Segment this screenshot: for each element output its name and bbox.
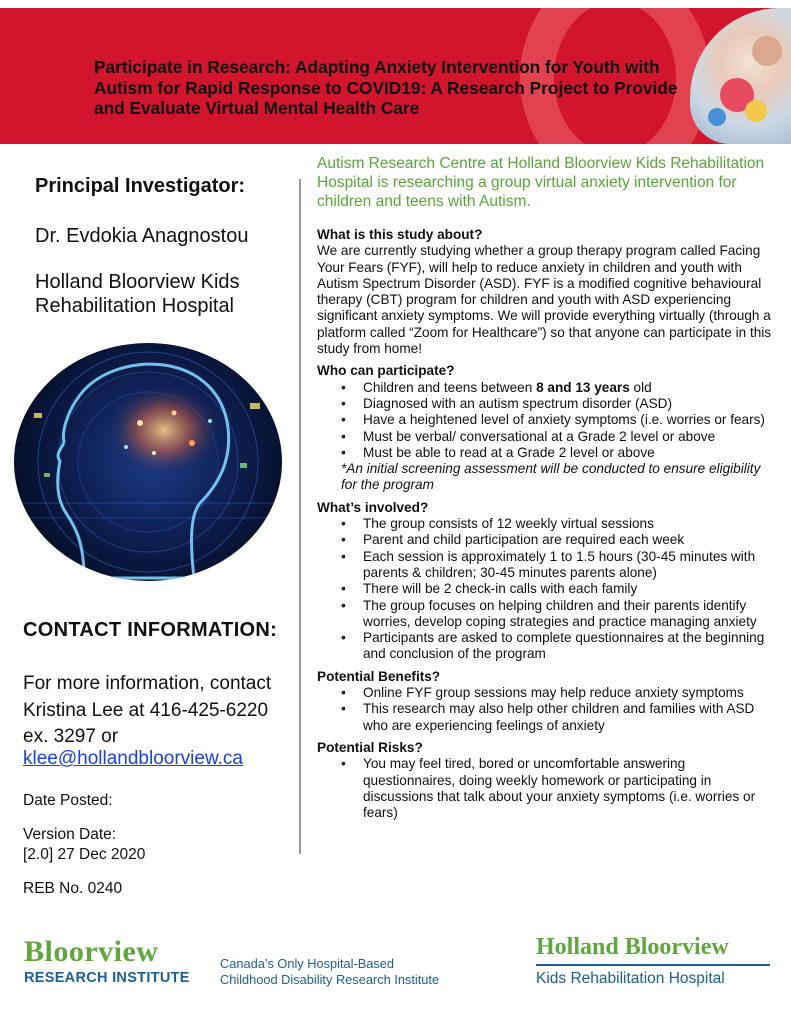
study-details [317,227,779,821]
risks-heading: Potential Risks? [317,739,423,755]
version-date-label: Version Date: [23,826,117,843]
header-child-photo [690,8,791,144]
contact-text: For more information, contact Kristina Lee at 416-425-6220 ex. 3297 or [23,673,272,747]
pi-institution: Holland Bloorview Kids Rehabilitation Hospital [35,271,240,317]
logo-rule [536,964,770,966]
bloorview-wordmark: Bloorview [24,935,159,968]
list-item: • Have a heightened level of anxiety symptoms (i.e. worries or fears) [341,412,779,428]
list-item: • Parent and child participation are required each week [341,532,779,548]
list-item: • Must be verbal/ conversational at a Grade 2 level or above [341,429,779,445]
benefits-heading: Potential Benefits? [317,668,441,684]
list-item: • You may feel tired, bored or uncomfortable answering questionnaires, doing weekly homework or participating in discussions that talk about your anxiety symptoms (i.e. worries or fears) [341,756,779,821]
date-posted: Date Posted: [23,792,113,809]
risks-list [341,756,779,821]
brain-illustration [14,343,282,581]
list-item: • This research may also help other children and families with ASD who are experiencing feelings of anxiety [341,701,779,734]
research-institute-label: RESEARCH INSTITUTE [24,970,190,986]
involved-heading: What’s involved? [317,499,429,515]
intro-text: Autism Research Centre at Holland Bloorview Kids Rehabilitation Hospital is researching a group virtual anxiety intervention for children and teens with Autism. [317,155,765,210]
list-item: • There will be 2 check-in calls with each family [341,581,779,597]
list-item: • Participants are asked to complete questionnaires at the beginning and conclusion of the program [341,630,779,663]
list-item: • Must be able to read at a Grade 2 level or above [341,445,779,461]
list-item: • The group consists of 12 weekly virtual sessions [341,516,779,532]
bloorview-research-institute-logo [24,936,190,986]
version-date-value: [2.0] 27 Dec 2020 [23,846,146,863]
list-item: • The group focuses on helping children and their parents identify worries, develop coping strategies and practice managing anxiety [341,598,779,631]
tagline: Canada’s Only Hospital-Based Childhood Disability Research Institute [220,956,440,987]
list-item: • Each session is approximately 1 to 1.5 hours (30-45 minutes with parents & children; 30-45 minutes parents alone) [341,549,779,582]
list-item: • Children and teens between 8 and 13 years old [341,380,779,396]
contact-heading: CONTACT INFORMATION: [23,619,278,641]
pi-label: Principal Investigator: [35,175,246,197]
study-body: We are currently studying whether a group therapy program called Facing Your Fears (FYF), will help to reduce anxiety in children and youth with Autism Spectrum Disorder (ASD). FYF is a modified cognitive behavioural therapy (CBT) program for children and youth with ASD experiencing significant anxiety symptoms. We will provide everything virtually (through a platform called “Zoom for Healthcare”) so that anyone can participate in this study from home! [317,243,772,357]
brain-head-svg [14,343,282,581]
holland-bloorview-wordmark: Holland Bloorview [536,934,729,960]
participate-heading: Who can participate? [317,363,455,379]
header-banner [0,8,791,144]
page-title: Participate in Research: Adapting Anxiety Intervention for Youth with Autism for Rapid Response to COVID19: A Research Project to Provide and Evaluate Virtual Mental Health Care [94,57,678,118]
list-item: • Online FYF group sessions may help reduce anxiety symptoms [341,685,779,701]
contact-email-link[interactable]: klee@hollandbloorview.ca [23,748,243,769]
holland-bloorview-logo [536,934,772,988]
reb-number: REB No. 0240 [23,880,123,897]
column-divider [299,179,301,854]
screening-note: *An initial screening assessment will be conducted to ensure eligibility for the program [341,461,761,493]
study-heading: What is this study about? [317,227,483,242]
kids-rehab-label: Kids Rehabilitation Hospital [536,970,725,987]
participate-list [341,380,779,461]
involved-list [341,516,779,663]
benefits-list [341,685,779,734]
pi-name: Dr. Evdokia Anagnostou [35,225,249,247]
list-item: • Diagnosed with an autism spectrum disorder (ASD) [341,396,779,412]
